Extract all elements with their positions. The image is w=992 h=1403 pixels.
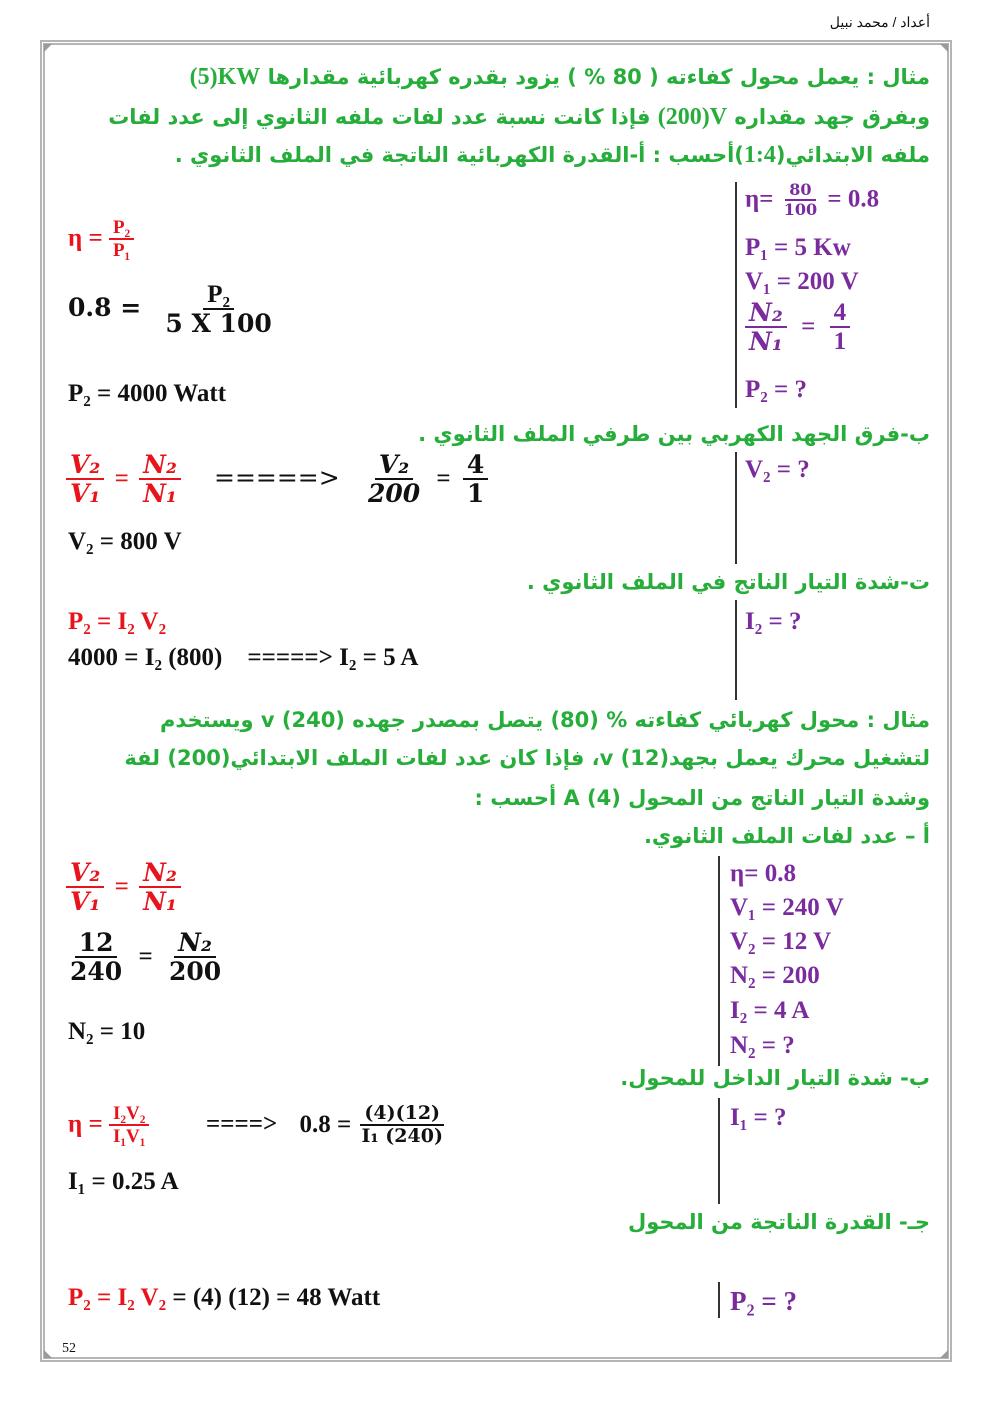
example2-line2: لتشغيل محرك يعمل بجهدv (12)، فإذا كان عدد لفات الملف الابتدائي(200) لفة xyxy=(124,746,930,770)
divider-ex1-c xyxy=(735,600,737,700)
example2-line1: مثال : محول كهربائي كفاءته % (80) يتصل بمصدر جهده v (240) ويستخدم xyxy=(160,708,930,732)
divider-ex2-b xyxy=(718,1098,720,1204)
ex2-sol-b-result: I₁ = 0.25 A xyxy=(68,1168,179,1195)
sol-b-f4-den: 1 xyxy=(466,479,485,509)
sol-c-result: 4000 = I₂ (800) =====> I₂ = 5 A xyxy=(68,644,419,671)
example2-part-c-title: جـ- القدرة الناتجة من المحول xyxy=(628,1210,930,1234)
sol-b-eq2: = xyxy=(436,465,451,493)
ex2-sol-b-eta-lhs: η = xyxy=(68,1110,103,1138)
divider-ex2-a xyxy=(718,856,720,1066)
author-header: أعداد / محمد نبيل xyxy=(829,14,930,30)
page-number: 52 xyxy=(62,1341,76,1356)
ex2-sol-b-efficiency xyxy=(68,1104,149,1148)
sol-b-f3-den: 200 xyxy=(367,479,421,509)
ex2-sol-a-formula xyxy=(66,860,181,917)
sol-a-efficiency xyxy=(68,218,134,262)
ex2-given-i2: I₂ = 4 A xyxy=(730,997,810,1024)
given-p2: P₂ = ? xyxy=(745,376,808,403)
example2-part-b-title: ب- شدة التيار الداخل للمحول. xyxy=(620,1066,930,1090)
example1-ratio-value: 1:4 xyxy=(743,142,776,168)
given-ratio-den: N₁ xyxy=(749,327,783,357)
given-p1: P₁ = 5 Kw xyxy=(745,234,851,261)
ex2-sol-a-eq: = xyxy=(114,873,129,901)
ex2-sol-b-eta-fraction xyxy=(109,1104,150,1148)
given-v1: V₁ = 200 V xyxy=(745,268,859,295)
sol-b-f2 xyxy=(139,452,181,509)
ex2-given-eta: η= 0.8 xyxy=(730,860,796,887)
given-ratio-num: N₂ xyxy=(745,300,787,328)
divider-ex1-b xyxy=(735,452,737,564)
sol-b-f4 xyxy=(463,452,488,509)
ex1-part-c-given: I₂ = ? xyxy=(745,608,802,635)
corner-ornament-top-left xyxy=(44,44,52,52)
ex2-part-b-given: I₁ = ? xyxy=(730,1104,787,1131)
given-eta xyxy=(745,182,879,219)
ex2-sol-a-f2-den: N₁ xyxy=(143,887,177,917)
example1-line2-text-b: فإذا كانت نسبة عدد لفات ملفه الثانوي إلى عدد لفات xyxy=(108,105,651,129)
ex2-sol-a-f3-num: 12 xyxy=(75,930,118,958)
given-ratio-r-num: 4 xyxy=(830,300,851,328)
sol-b-f4-num: 4 xyxy=(463,452,488,480)
ex2-sol-a-substitution xyxy=(66,930,225,987)
example1-line1 xyxy=(190,64,930,91)
divider-ex2-c xyxy=(718,1282,720,1318)
example2-line3: وشدة التيار الناتج من المحول A (4) أحسب : xyxy=(474,786,930,810)
ex1-part-b-given: V₂ = ? xyxy=(745,456,810,483)
example1-line3-text-a: ملفه الابتدائي( xyxy=(775,143,930,167)
sol-a-eta-num: P₂ xyxy=(109,218,134,240)
ex2-part-c-given: P₂ = ? xyxy=(730,1286,797,1316)
ex2-sol-b-rhs-den: I₁ (240) xyxy=(361,1124,443,1147)
corner-ornament-bottom-right xyxy=(940,1350,948,1358)
example1-line1-text: مثال : يعمل محول كفاءته ( 80 % ) يزود بقدره كهربائية مقدارها xyxy=(267,65,930,89)
ex2-sol-a-f1-num: V₂ xyxy=(66,860,104,888)
sol-a-sub-lhs: 0.8 = xyxy=(68,293,142,323)
sol-b-f2-den: N₁ xyxy=(143,479,177,509)
ex2-sol-c-line xyxy=(68,1284,380,1312)
ex2-sol-a-result: N₂ = 10 xyxy=(68,1018,146,1045)
sol-b-f3 xyxy=(364,452,424,509)
ex2-sol-a-f4 xyxy=(165,930,225,987)
ex2-sol-b-eta-num: I₂V₂ xyxy=(109,1104,150,1126)
ex2-sol-a-f1 xyxy=(66,860,104,917)
given-eta-value: = 0.8 xyxy=(827,185,880,213)
sol-b-f1-num: V₂ xyxy=(66,452,104,480)
sol-c-formula: P₂ = I₂ V₂ xyxy=(68,608,167,635)
given-eta-num: 80 xyxy=(785,182,815,201)
ex2-sol-a-f4-num: N₂ xyxy=(174,930,216,958)
sol-b-f3-num: V₂ xyxy=(375,452,413,480)
ex2-sol-a-f3-den: 240 xyxy=(70,957,123,987)
divider-ex1-a xyxy=(735,182,737,408)
ex2-sol-a-f2 xyxy=(139,860,181,917)
given-ratio-right xyxy=(830,300,851,357)
given-eta-den: 100 xyxy=(783,199,818,219)
given-ratio-eq: = xyxy=(801,313,816,341)
ex2-sol-b-rhs-lhs: 0.8 = xyxy=(299,1110,352,1138)
ex2-sol-b-rhs-num: (4)(12) xyxy=(360,1104,444,1126)
sol-a-substitution xyxy=(68,282,276,339)
given-eta-label: η= xyxy=(745,185,774,213)
ex2-sol-a-f3 xyxy=(66,930,126,987)
given-ratio-r-den: 1 xyxy=(833,328,847,356)
sol-a-result: P₂ = 4000 Watt xyxy=(68,380,227,407)
example1-line2 xyxy=(108,104,930,131)
sol-b-result: V₂ = 800 V xyxy=(68,528,182,555)
ex2-sol-a-f2-num: N₂ xyxy=(139,860,181,888)
ex2-sol-b-derivation xyxy=(206,1104,447,1148)
example2-part-a-title: أ – عدد لفات الملف الثانوي. xyxy=(643,824,930,848)
sol-b-f2-num: N₂ xyxy=(139,452,181,480)
ex2-given-v1: V₁ = 240 V xyxy=(730,894,844,921)
sol-a-eta-lhs: η = xyxy=(68,224,103,252)
sol-b-f1 xyxy=(66,452,104,509)
ex2-sol-c-rhs: = (4) (12) = 48 Watt xyxy=(166,1284,381,1311)
sol-a-sub-den: 5 X 100 xyxy=(165,309,272,339)
given-turns-ratio xyxy=(745,300,850,357)
sol-a-eta-den: P₁ xyxy=(112,239,131,261)
sol-b-equation xyxy=(66,452,181,509)
example1-line3-text-b: )أحسب : أ-القدرة الكهربائية الناتجة في الملف الثانوي . xyxy=(174,143,744,167)
ex2-sol-c-lhs: P₂ = I₂ V₂ xyxy=(68,1284,167,1311)
corner-ornament-bottom-left xyxy=(44,1350,52,1358)
sol-a-sub-fraction xyxy=(161,282,275,339)
ex2-given-v2: V₂ = 12 V xyxy=(730,928,832,955)
ex2-sol-a-f1-den: V₁ xyxy=(70,887,101,917)
given-eta-fraction xyxy=(780,182,821,219)
ex2-given-n2-unknown: N₂ = ? xyxy=(730,1032,795,1059)
sol-a-sub-num: P₂ xyxy=(203,282,234,310)
example1-part-b-title: ب-فرق الجهد الكهربي بين طرفي الملف الثانوي . xyxy=(418,422,930,446)
ex2-sol-b-rhs-fraction xyxy=(357,1104,446,1148)
ex2-sol-a-f4-den: 200 xyxy=(168,957,222,987)
example1-line3 xyxy=(175,142,930,169)
ex2-sol-b-arrow: ====> xyxy=(206,1110,278,1138)
given-ratio-left xyxy=(745,300,787,357)
example1-part-c-title: ت-شدة التيار الناتج في الملف الثانوي . xyxy=(526,570,930,594)
corner-ornament-top-right xyxy=(940,44,948,52)
example1-voltage-value: (200)V xyxy=(657,104,728,130)
ex2-given-n2: N₂ = 200 xyxy=(730,962,820,989)
sol-b-arrow: =====> xyxy=(214,463,340,493)
ex2-sol-b-eta-den: I₁V₁ xyxy=(112,1125,146,1147)
sol-b-f1-den: V₁ xyxy=(70,479,101,509)
sol-b-eq: = xyxy=(114,465,129,493)
sol-b-derivation xyxy=(214,452,488,509)
example1-power-value: (5)KW xyxy=(189,64,261,90)
example1-line2-text-a: وبفرق جهد مقداره xyxy=(734,105,930,129)
sol-a-eta-fraction xyxy=(109,218,134,262)
ex2-sol-a-eq2: = xyxy=(138,943,153,971)
